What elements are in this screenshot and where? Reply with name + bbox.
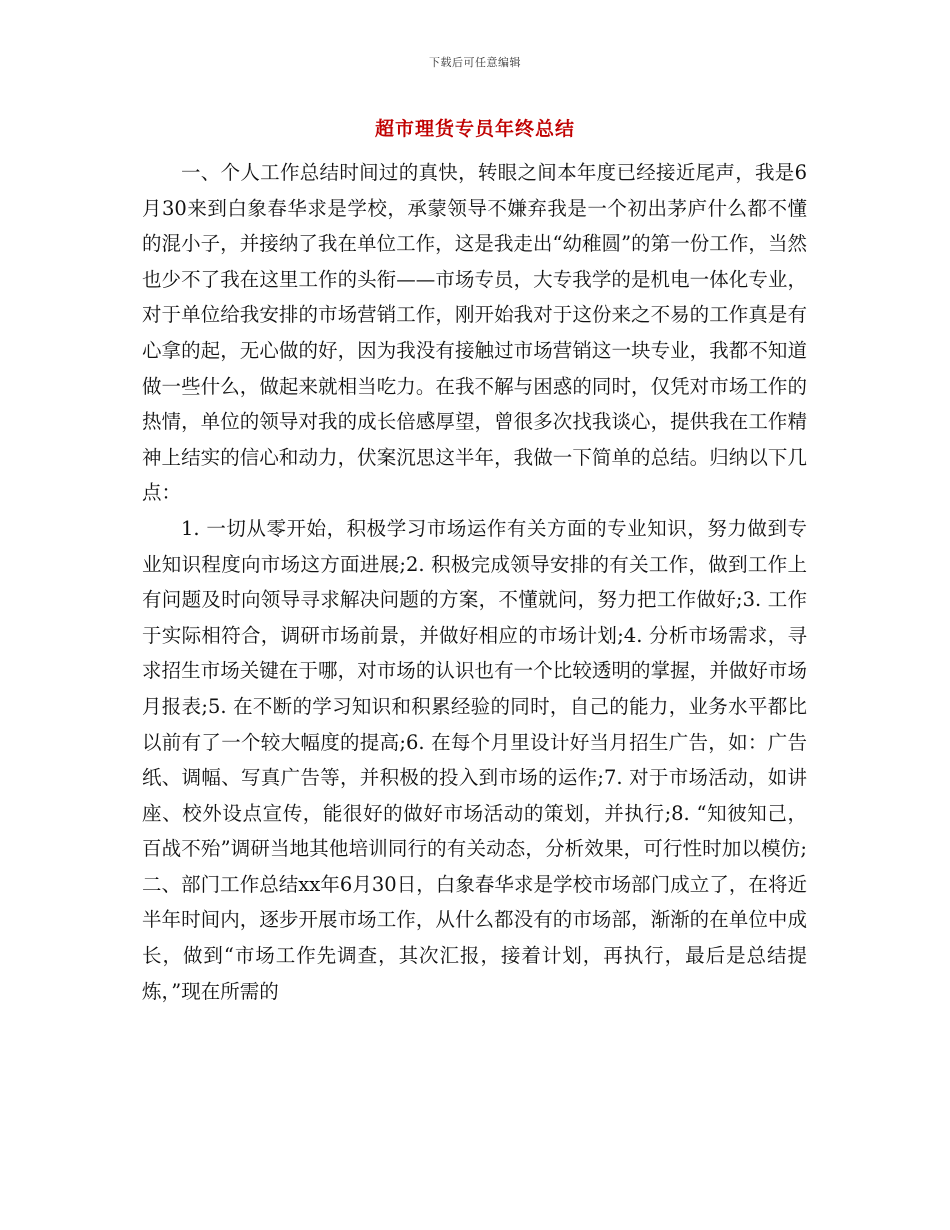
- paragraph-1: 一、个人工作总结时间过的真快，转眼之间本年度已经接近尾声，我是6月30来到白象春华求是学校，承蒙领导不嫌弃我是一个初出茅庐什么都不懂的混小子，并接纳了我在单位工作，这是我走出“幼稚圆”的第一份工作，当然也少不了我在这里工作的头衔——市场专员，大专我学的是机电一体化专业，对于单位给我安排的市场营销工作，刚开始我对于这份来之不易的工作真是有心拿的起，无心做的好，因为我没有接触过市场营销这一块专业，我都不知道做一些什么，做起来就相当吃力。在我不解与困惑的同时，仅凭对市场工作的热情，单位的领导对我的成长倍感厚望，曾很多次找我谈心，提供我在工作精神上结实的信心和动力，伏案沉思这半年，我做一下简单的总结。归纳以下几点：: [142, 161, 807, 505]
- document-body: [142, 155, 807, 1009]
- paragraph-2: 1. 一切从零开始，积极学习市场运作有关方面的专业知识，努力做到专业知识程度向市场这方面进展;2. 积极完成领导安排的有关工作，做到工作上有问题及时向领导寻求解决问题的方案，不懂就问，努力把工作做好;3. 工作于实际相符合，调研市场前景，并做好相应的市场计划;4. 分析市场需求，寻求招生市场关键在于哪，对市场的认识也有一个比较透明的掌握，并做好市场月报表;5. 在不断的学习知识和积累经验的同时，自己的能力，业务水平都比以前有了一个较大幅度的提高;6. 在每个月里设计好当月招生广告，如：广告纸、调幅、写真广告等，并积极的投入到市场的运作;7. 对于市场活动，如讲座、校外设点宣传，能很好的做好市场活动的策划，并执行;8. “知彼知己，百战不殆”调研当地其他培训同行的有关动态，分析效果，可行性时加以模仿;二、部门工作总结xx年6月30日，白象春华求是学校市场部门成立了，在将近半年时间内，逐步开展市场工作，从什么都没有的市场部，渐渐的在单位中成长，做到“市场工作先调查，其次汇报，接着计划，再执行，最后是总结提炼，”现在所需的: [142, 516, 807, 1003]
- header-note: 下载后可任意编辑: [429, 56, 521, 69]
- document-title: 超市理货专员年终总结: [374, 118, 575, 140]
